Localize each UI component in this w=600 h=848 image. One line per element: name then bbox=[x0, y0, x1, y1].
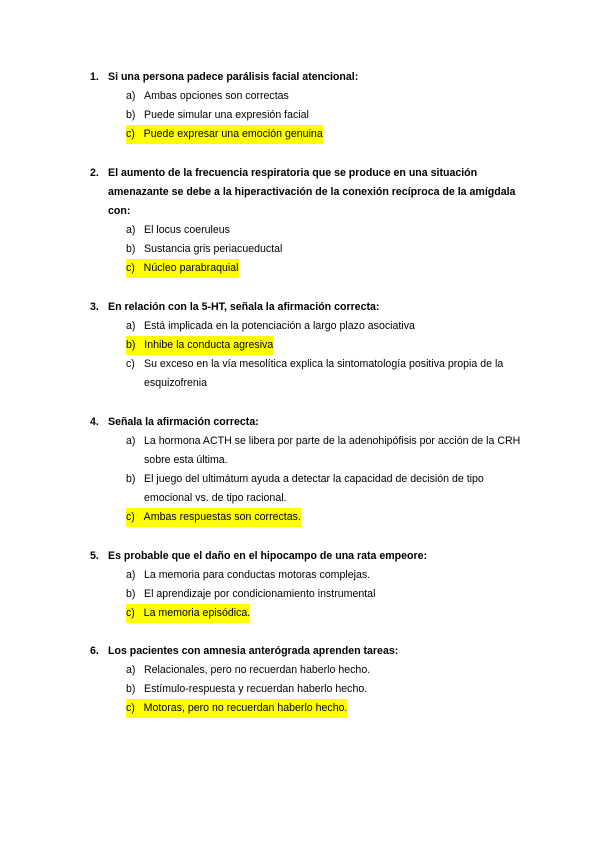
options-list bbox=[90, 566, 530, 623]
option-b-highlighted bbox=[90, 336, 530, 355]
option-letter: a) bbox=[126, 224, 136, 236]
option-letter: b) bbox=[126, 339, 136, 351]
question-header bbox=[90, 298, 530, 317]
option-letter: c) bbox=[126, 511, 135, 523]
option-text: Puede simular una expresión facial bbox=[144, 109, 309, 121]
option-letter: c) bbox=[126, 702, 135, 714]
option-text: Relacionales, pero no recuerdan haberlo hecho. bbox=[144, 664, 371, 676]
options-list bbox=[90, 432, 530, 527]
option-text: Inhibe la conducta agresiva bbox=[144, 339, 274, 351]
question-4 bbox=[90, 413, 530, 527]
option-text: Su exceso en la vía mesolítica explica la sintomatología positiva propia de la esquizofrenia bbox=[144, 358, 504, 389]
option-letter: a) bbox=[126, 320, 136, 332]
option-b bbox=[90, 680, 530, 699]
option-text: El locus coeruleus bbox=[144, 224, 230, 236]
option-c-highlighted bbox=[90, 604, 530, 623]
option-c-highlighted bbox=[90, 699, 530, 718]
question-number: 6. bbox=[90, 645, 99, 657]
question-5 bbox=[90, 547, 530, 623]
question-number: 3. bbox=[90, 301, 99, 313]
option-a bbox=[90, 221, 530, 240]
option-letter: a) bbox=[126, 435, 136, 447]
question-text: Si una persona padece parálisis facial atencional: bbox=[108, 71, 359, 83]
options-list bbox=[90, 661, 530, 718]
option-letter: b) bbox=[126, 243, 136, 255]
question-header bbox=[90, 547, 530, 566]
option-text: Ambas opciones son correctas bbox=[144, 90, 289, 102]
option-text: Sustancia gris periacueductal bbox=[144, 243, 283, 255]
question-number: 1. bbox=[90, 71, 99, 83]
option-a bbox=[90, 661, 530, 680]
question-3 bbox=[90, 298, 530, 393]
option-letter: a) bbox=[126, 90, 136, 102]
option-b bbox=[90, 106, 530, 125]
option-b bbox=[90, 585, 530, 604]
question-text: Los pacientes con amnesia anterógrada aprenden tareas: bbox=[108, 645, 399, 657]
option-letter: a) bbox=[126, 664, 136, 676]
option-letter: c) bbox=[126, 358, 135, 370]
question-number: 2. bbox=[90, 167, 99, 179]
question-number: 5. bbox=[90, 550, 99, 562]
option-b bbox=[90, 240, 530, 259]
option-c-highlighted bbox=[90, 125, 530, 144]
option-letter: b) bbox=[126, 588, 136, 600]
question-2 bbox=[90, 164, 530, 278]
option-c bbox=[90, 355, 530, 393]
question-text: Es probable que el daño en el hipocampo de una rata empeore: bbox=[108, 550, 428, 562]
question-text: Señala la afirmación correcta: bbox=[108, 416, 259, 428]
option-text: Ambas respuestas son correctas. bbox=[143, 511, 301, 523]
option-b bbox=[90, 470, 530, 508]
question-6 bbox=[90, 642, 530, 718]
option-text: El juego del ultimátum ayuda a detectar la capacidad de decisión de tipo emocional vs. de tipo racional. bbox=[144, 473, 484, 504]
option-letter: b) bbox=[126, 473, 136, 485]
option-a bbox=[90, 317, 530, 336]
option-letter: b) bbox=[126, 109, 136, 121]
option-text: La memoria episódica. bbox=[143, 607, 251, 619]
question-header bbox=[90, 642, 530, 661]
option-letter: a) bbox=[126, 569, 136, 581]
question-text: El aumento de la frecuencia respiratoria que se produce en una situación amenazante se debe a la hiperactivación de la conexión recíproca de la amígdala con: bbox=[108, 167, 516, 217]
option-a bbox=[90, 87, 530, 106]
option-text: Núcleo parabraquial bbox=[143, 262, 239, 274]
option-letter: c) bbox=[126, 128, 135, 140]
option-letter: c) bbox=[126, 607, 135, 619]
option-letter: c) bbox=[126, 262, 135, 274]
question-header bbox=[90, 164, 530, 221]
option-c-highlighted bbox=[90, 259, 530, 278]
option-text: Puede expresar una emoción genuina bbox=[143, 128, 323, 140]
option-c-highlighted bbox=[90, 508, 530, 527]
option-text: Está implicada en la potenciación a largo plazo asociativa bbox=[144, 320, 415, 332]
option-text: Motoras, pero no recuerdan haberlo hecho. bbox=[143, 702, 348, 714]
question-header bbox=[90, 413, 530, 432]
question-header bbox=[90, 68, 530, 87]
option-a bbox=[90, 566, 530, 585]
options-list bbox=[90, 87, 530, 144]
question-1 bbox=[90, 68, 530, 144]
option-text: Estímulo-respuesta y recuerdan haberlo hecho. bbox=[144, 683, 368, 695]
question-text: En relación con la 5-HT, señala la afirmación correcta: bbox=[108, 301, 380, 313]
option-text: La hormona ACTH se libera por parte de la adenohipófisis por acción de la CRH sobre esta última. bbox=[144, 435, 521, 466]
option-text: La memoria para conductas motoras complejas. bbox=[144, 569, 371, 581]
option-letter: b) bbox=[126, 683, 136, 695]
option-a bbox=[90, 432, 530, 470]
options-list bbox=[90, 317, 530, 393]
options-list bbox=[90, 221, 530, 278]
option-text: El aprendizaje por condicionamiento instrumental bbox=[144, 588, 376, 600]
question-number: 4. bbox=[90, 416, 99, 428]
